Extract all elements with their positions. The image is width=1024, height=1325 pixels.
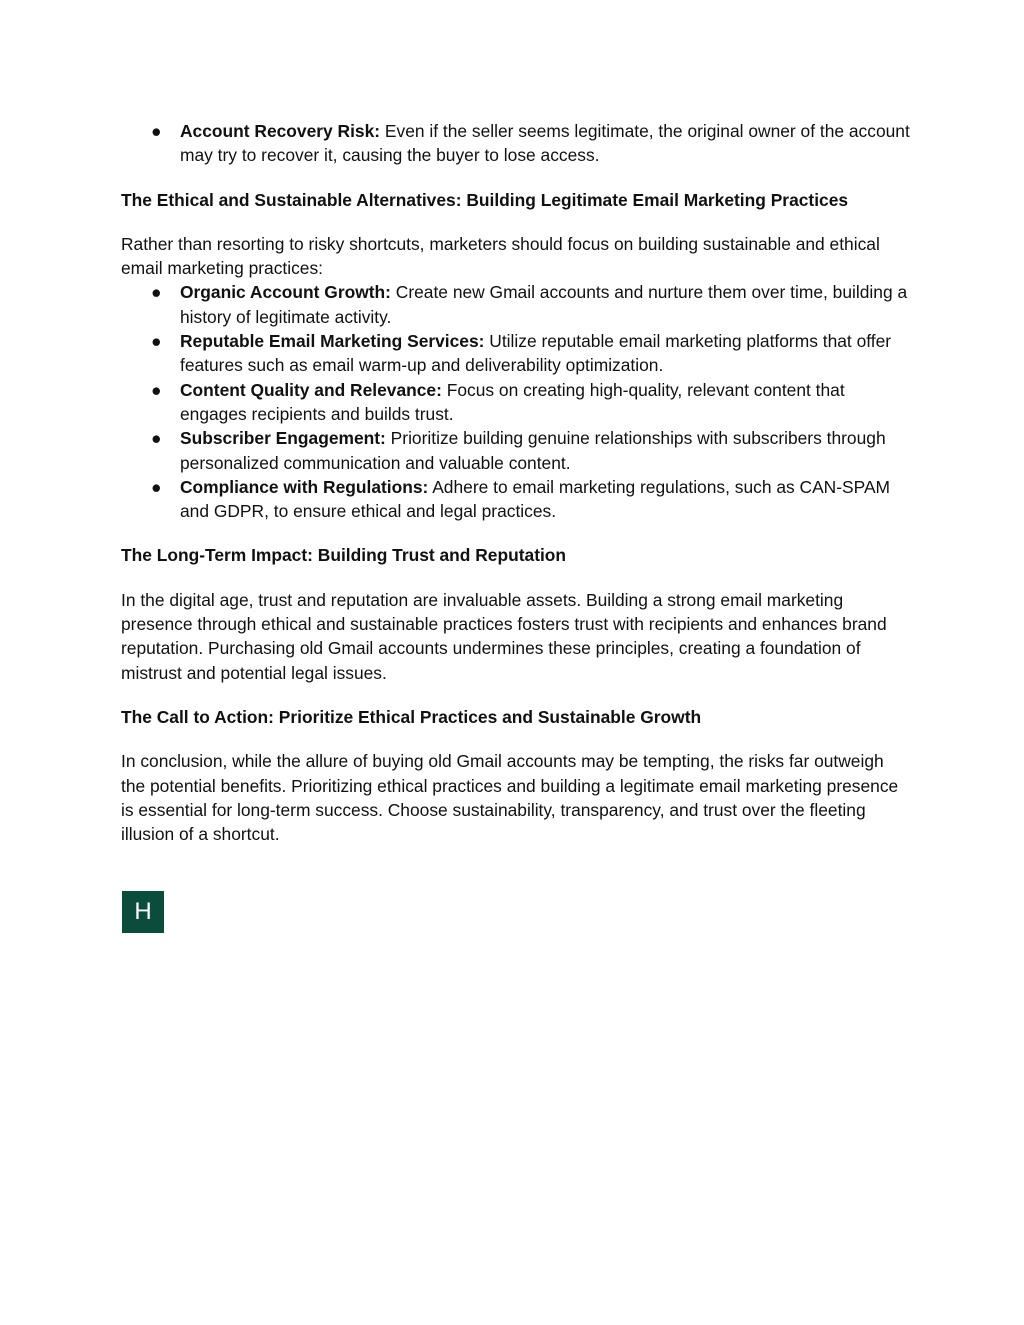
bullet-icon: ● xyxy=(151,282,162,303)
list-item xyxy=(121,280,911,329)
bullet-icon: ● xyxy=(151,428,162,449)
section-heading-alternatives: The Ethical and Sustainable Alternatives: Building Legitimate Email Marketing Practices xyxy=(121,189,849,210)
bullet-icon: ● xyxy=(151,379,162,400)
logo-letter: H xyxy=(134,898,152,925)
paragraph-alternatives: Rather than resorting to risky shortcuts, marketers should focus on building sustainable and ethical email marketing practices: xyxy=(121,233,880,279)
paragraph-long-term: In the digital age, trust and reputation are invaluable assets. Building a strong email marketing presence through ethical and sustainable practices fosters trust with recipients and enhances brand reputation. Purchasing old Gmail accounts undermines these principles, creating a foundation of mistrust and potential legal issues. xyxy=(121,589,887,683)
list-item xyxy=(121,426,911,475)
bullet-text: Even if the seller seems legitimate, the original owner of the account may try to recover it, causing the buyer to lose access. xyxy=(180,121,910,166)
document-body xyxy=(121,119,911,846)
list-item xyxy=(121,378,911,427)
bullet-term: Subscriber Engagement: xyxy=(180,428,386,449)
bullet-term: Content Quality and Relevance: xyxy=(180,379,442,400)
bullet-text: Focus on creating high-quality, relevant content that engages recipients and builds trust. xyxy=(180,379,845,424)
intro-bullet-list xyxy=(121,119,911,168)
bullet-icon: ● xyxy=(151,121,162,141)
alternatives-bullet-list xyxy=(121,280,911,523)
bullet-text: Adhere to email marketing regulations, such as CAN-SPAM and GDPR, to ensure ethical and legal practices. xyxy=(180,476,891,522)
bullet-term: Reputable Email Marketing Services: xyxy=(180,331,485,352)
list-item xyxy=(121,475,911,524)
list-item xyxy=(121,119,911,168)
bullet-text: Prioritize building genuine relationships with subscribers through personalized communication and valuable content. xyxy=(180,428,886,473)
bullet-term: Organic Account Growth: xyxy=(180,282,391,303)
section-heading-call-to-action: The Call to Action: Prioritize Ethical Practices and Sustainable Growth xyxy=(121,706,702,727)
bullet-term: Account Recovery Risk: xyxy=(180,121,381,141)
bullet-icon: ● xyxy=(151,476,162,497)
list-item xyxy=(121,329,911,378)
logo-badge xyxy=(122,891,164,933)
bullet-text: Utilize reputable email marketing platforms that offer features such as email warm-up and deliverability optimization. xyxy=(180,331,892,376)
bullet-text: Create new Gmail accounts and nurture them over time, building a history of legitimate activity. xyxy=(180,282,908,327)
bullet-term: Compliance with Regulations: xyxy=(180,476,429,497)
bullet-icon: ● xyxy=(151,331,162,352)
section-heading-long-term: The Long-Term Impact: Building Trust and Reputation xyxy=(121,545,567,566)
paragraph-call-to-action: In conclusion, while the allure of buying old Gmail accounts may be tempting, the risks far outweigh the potential benefits. Prioritizing ethical practices and building a legitimate email marketing presence is essential for long-term success. Choose sustainability, transparency, and trust over the fleeting illusion of a shortcut. xyxy=(121,751,899,845)
